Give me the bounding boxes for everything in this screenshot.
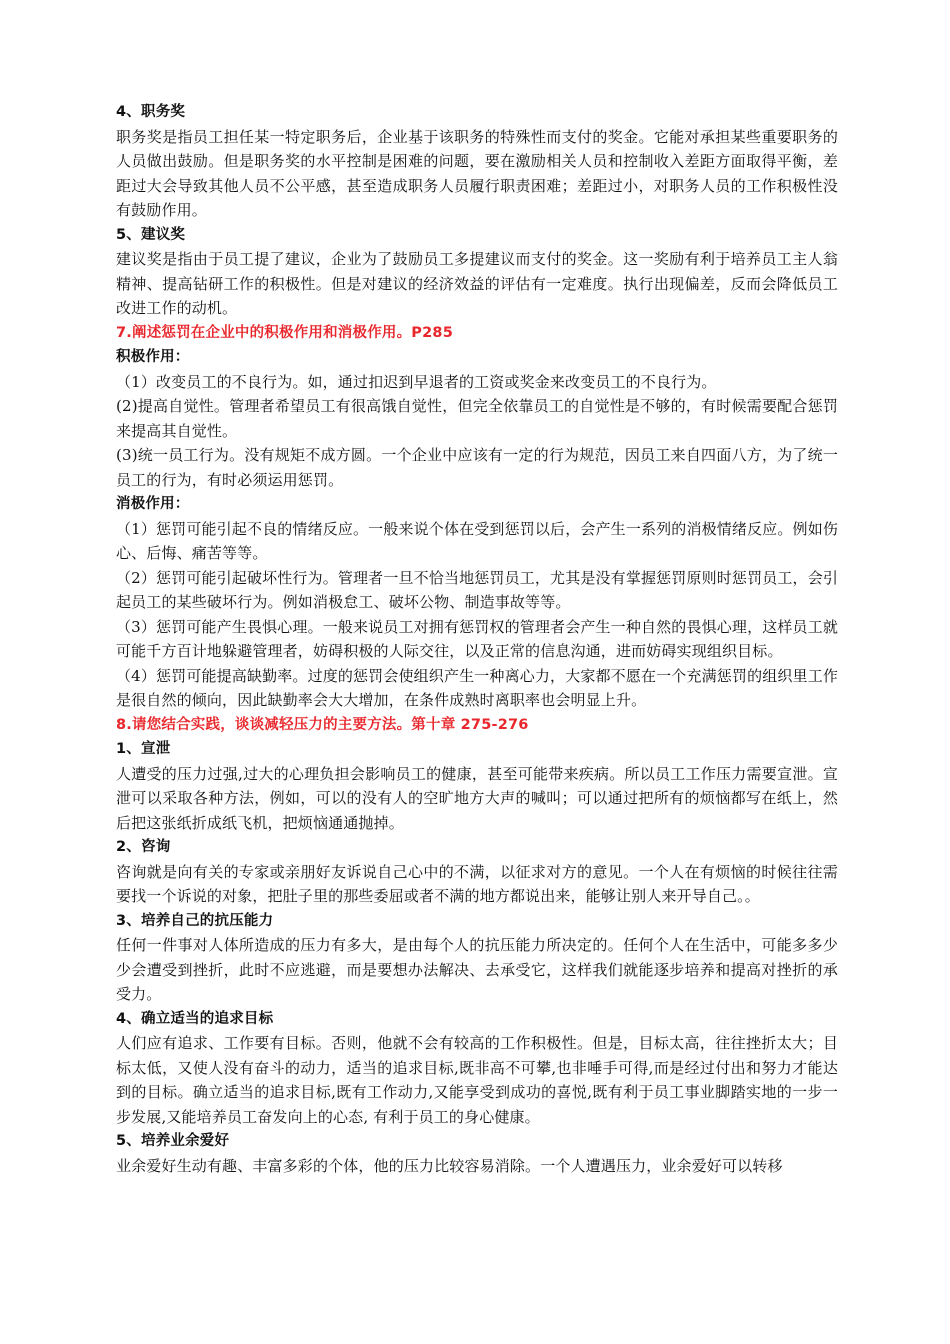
negative-effects-heading: 消极作用：	[116, 496, 190, 512]
negative-effect-item: （4）惩罚可能提高缺勤率。过度的惩罚会使组织产生一种离心力，大家都不愿在一个充满惩罚的组织里工作是很自然的倾向，因此缺勤率会大大增加，在条件成熟时离职率也会明显上升。	[116, 666, 838, 709]
document-page	[116, 100, 838, 1178]
method-heading-resilience: 3、培养自己的抗压能力	[116, 912, 274, 929]
method-heading-venting: 1、宣泄	[116, 741, 171, 757]
negative-effect-item: （1）惩罚可能引起不良的情绪反应。一般来说个体在受到惩罚以后，会产生一系列的消极情绪反应。例如伤心、后悔、痛苦等等。	[116, 519, 838, 562]
positive-effect-item: (2)提高自觉性。管理者希望员工有很高饿自觉性，但完全依靠员工的自觉性是不够的，有时候需要配合惩罚来提高其自觉性。	[116, 397, 838, 440]
negative-effect-item: （2）惩罚可能引起破坏性行为。管理者一旦不恰当地惩罚员工，尤其是没有掌握惩罚原则时惩罚员工，会引起员工的某些破坏行为。例如消极怠工、破坏公物、制造事故等等。	[116, 568, 838, 611]
section-heading-suggestion-bonus: 5、建议奖	[116, 226, 186, 243]
question-8-title: 8.请您结合实践，谈谈减轻压力的主要方法。第十章 275-276	[116, 716, 529, 733]
section-body-duty-bonus: 职务奖是指员工担任某一特定职务后，企业基于该职务的特殊性而支付的奖金。它能对承担某些重要职务的人员做出鼓励。但是职务奖的水平控制是困难的问题，要在激励相关人员和控制收入差距方面取得平衡，差距过大会导致其他人员不公平感，甚至造成职务人员履行职责困难；差距过小，对职务人员的工作积极性没有鼓励作用。	[116, 127, 838, 219]
method-body-venting: 人遭受的压力过强,过大的心理负担会影响员工的健康，甚至可能带来疾病。所以员工工作压力需要宣泄。宣泄可以采取各种方法，例如，可以的没有人的空旷地方大声的喊叫；可以通过把所有的烦恼都写在纸上，然后把这张纸折成纸飞机，把烦恼通通抛掉。	[116, 764, 838, 832]
method-body-goals: 人们应有追求、工作要有目标。否则，他就不会有较高的工作积极性。但是，目标太高，往往挫折太大；目标太低，又使人没有奋斗的动力，适当的追求目标,既非高不可攀,也非唾手可得,而是经过付出和努力才能达到的目标。确立适当的追求目标,既有工作动力,又能享受到成功的喜悦,既有利于员工事业脚踏实地的一步一步发展,又能培养员工奋发向上的心态, 有利于员工的身心健康。	[116, 1034, 838, 1126]
method-body-resilience: 任何一件事对人体所造成的压力有多大，是由每个人的抗压能力所决定的。任何个人在生活中，可能多多少少会遭受到挫折，此时不应逃避，而是要想办法解决、去承受它，这样我们就能逐步培养和提高对挫折的承受力。	[116, 936, 838, 1003]
method-heading-goals: 4、确立适当的追求目标	[116, 1010, 274, 1027]
positive-effects-heading: 积极作用：	[116, 349, 190, 365]
negative-effect-item: （3）惩罚可能产生畏惧心理。一般来说员工对拥有惩罚权的管理者会产生一种自然的畏惧心理，这样员工就可能千方百计地躲避管理者，妨碍积极的人际交往，以及正常的信息沟通，进而妨碍实现组织目标。	[116, 617, 838, 660]
section-body-suggestion-bonus: 建议奖是指由于员工提了建议，企业为了鼓励员工多提建议而支付的奖金。这一奖励有利于培养员工主人翁精神、提高钻研工作的积极性。但是对建议的经济效益的评估有一定难度。执行出现偏差，反而会降低员工改进工作的动机。	[116, 250, 838, 317]
section-heading-duty-bonus: 4、职务奖	[116, 104, 186, 120]
method-heading-hobbies: 5、培养业余爱好	[116, 1133, 230, 1149]
positive-effect-item: (3)统一员工行为。没有规矩不成方圆。一个企业中应该有一定的行为规范，因员工来自四面八方，为了统一员工的行为，有时必须运用惩罚。	[116, 446, 838, 489]
method-body-consulting: 咨询就是向有关的专家或亲朋好友诉说自己心中的不满，以征求对方的意见。一个人在有烦恼的时候往往需要找一个诉说的对象，把肚子里的那些委屈或者不满的地方都说出来，能够让别人来开导自己。。	[116, 862, 838, 905]
method-body-hobbies: 业余爱好生动有趣、丰富多彩的个体，他的压力比较容易消除。一个人遭遇压力，业余爱好可以转移	[116, 1156, 783, 1175]
method-heading-consulting: 2、咨询	[116, 839, 171, 855]
positive-effect-item: （1）改变员工的不良行为。如，通过扣迟到早退者的工资或奖金来改变员工的不良行为。	[116, 372, 717, 391]
question-7-title: 7.阐述惩罚在企业中的积极作用和消极作用。P285	[116, 324, 453, 341]
